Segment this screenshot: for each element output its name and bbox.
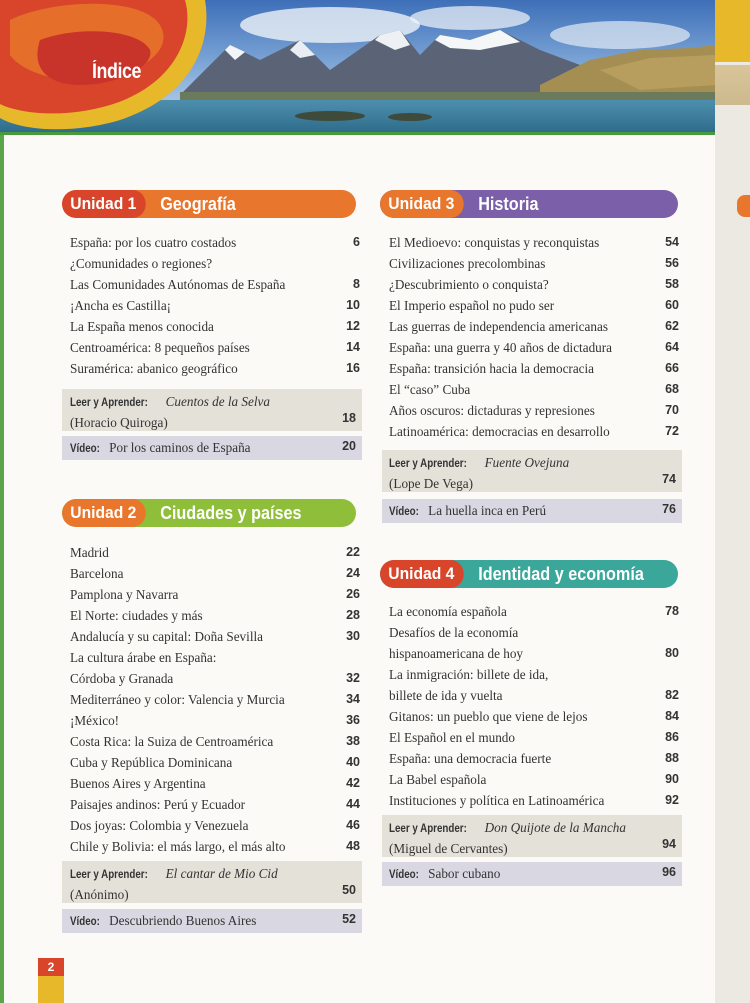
toc-row[interactable]: Instituciones y política en Latinoamérica 92: [389, 793, 679, 808]
leer-page: 18: [342, 411, 356, 425]
toc-row[interactable]: España: por los cuatro costados 6: [70, 235, 360, 250]
toc-row[interactable]: ¡México! 36: [70, 713, 360, 728]
toc-row[interactable]: Costa Rica: la Suiza de Centroamérica 38: [70, 734, 360, 749]
leer-title: Cuentos de la Selva: [165, 394, 270, 409]
toc-row[interactable]: El “caso” Cuba 68: [389, 382, 679, 397]
leer-author: (Miguel de Cervantes): [389, 841, 508, 856]
toc-row[interactable]: El Norte: ciudades y más 28: [70, 608, 360, 623]
unit-3-leer-box[interactable]: [382, 450, 682, 492]
leer-page: 50: [342, 883, 356, 897]
unit-3-header: [380, 190, 678, 218]
toc-row[interactable]: La Babel española 90: [389, 772, 679, 787]
unit-4-leer-box[interactable]: [382, 815, 682, 857]
unit-3-number: Unidad 3: [380, 190, 464, 218]
video-title: La huella inca en Perú: [428, 503, 547, 518]
leer-title: Don Quijote de la Mancha: [484, 820, 626, 835]
video-title: Sabor cubano: [428, 866, 501, 881]
toc-row[interactable]: Gitanos: un pueblo que viene de lejos 84: [389, 709, 679, 724]
unit-4-number: Unidad 4: [380, 560, 464, 588]
toc-row[interactable]: Cuba y República Dominicana 40: [70, 755, 360, 770]
leer-keyword: Leer y Aprender:: [389, 823, 467, 835]
left-stripe: [0, 135, 4, 1003]
toc-row[interactable]: Buenos Aires y Argentina 42: [70, 776, 360, 791]
toc-row[interactable]: Las Comunidades Autónomas de España 8: [70, 277, 360, 292]
toc-row[interactable]: Latinoamérica: democracias en desarrollo 72: [389, 424, 679, 439]
video-keyword: Vídeo:: [389, 869, 419, 881]
toc-row[interactable]: España: una guerra y 40 años de dictadura 64: [389, 340, 679, 355]
toc-row[interactable]: ¿Descubrimiento o conquista? 58: [389, 277, 679, 292]
toc-row[interactable]: Desafíos de la economía hispanoamericana de hoy 80: [389, 625, 679, 661]
toc-row[interactable]: La economía española 78: [389, 604, 679, 619]
video-title: Descubriendo Buenos Aires: [109, 913, 257, 928]
video-keyword: Vídeo:: [389, 506, 419, 518]
toc-row[interactable]: Barcelona 24: [70, 566, 360, 581]
unit-2-video-box[interactable]: [62, 909, 362, 933]
facing-page-yellow-strip: [715, 0, 750, 62]
leer-page: 94: [662, 837, 676, 851]
toc-row[interactable]: El Español en el mundo 86: [389, 730, 679, 745]
video-title: Por los caminos de España: [109, 440, 251, 455]
toc-row[interactable]: Civilizaciones precolombinas 56: [389, 256, 679, 271]
facing-page-edge: [715, 0, 750, 1003]
unit-4-video-box[interactable]: [382, 862, 682, 886]
video-keyword: Vídeo:: [70, 443, 100, 455]
video-page: 76: [662, 502, 676, 516]
unit-3-name: Historia: [477, 193, 539, 214]
toc-row[interactable]: La cultura árabe en España: Córdoba y Granada 32: [70, 650, 360, 686]
leer-title: El cantar de Mio Cid: [165, 866, 278, 881]
toc-row[interactable]: Centroamérica: 8 pequeños países 14: [70, 340, 360, 355]
unit-1-header: [62, 190, 356, 218]
toc-row[interactable]: La España menos conocida 12: [70, 319, 360, 334]
unit-3-video-box[interactable]: [382, 499, 682, 523]
leer-author: (Lope De Vega): [389, 476, 473, 491]
unit-4-header: [380, 560, 678, 588]
leer-page: 74: [662, 472, 676, 486]
toc-row[interactable]: Años oscuros: dictaduras y represiones 70: [389, 403, 679, 418]
video-keyword: Vídeo:: [70, 916, 100, 928]
unit-2-list: [70, 542, 360, 857]
toc-row[interactable]: Chile y Bolivia: el más largo, el más alto 48: [70, 839, 360, 854]
unit-2-number: Unidad 2: [62, 499, 146, 527]
video-page: 52: [342, 912, 356, 926]
toc-row[interactable]: ¿Comunidades o regiones?: [70, 256, 213, 271]
unit-4-name: Identidad y economía: [477, 563, 644, 584]
toc-row[interactable]: España: transición hacia la democracia 66: [389, 361, 679, 376]
toc-row[interactable]: Paisajes andinos: Perú y Ecuador 44: [70, 797, 360, 812]
unit-1-video-box[interactable]: [62, 436, 362, 460]
banner-underline: [0, 132, 715, 135]
leer-keyword: Leer y Aprender:: [70, 397, 148, 409]
unit-1-leer-box[interactable]: [62, 389, 362, 431]
toc-row[interactable]: España: una democracia fuerte 88: [389, 751, 679, 766]
toc-row[interactable]: ¡Ancha es Castilla¡ 10: [70, 298, 360, 313]
unit-3-list: [389, 232, 679, 442]
unit-4-list: [389, 601, 679, 811]
unit-1-list: [70, 232, 360, 379]
toc-row[interactable]: Andalucía y su capital: Doña Sevilla 30: [70, 629, 360, 644]
leer-keyword: Leer y Aprender:: [389, 458, 467, 470]
unit-1-number: Unidad 1: [62, 190, 146, 218]
page-title: Índice: [92, 60, 142, 83]
leer-title: Fuente Ovejuna: [484, 455, 570, 470]
toc-row[interactable]: Suramérica: abanico geográfico 16: [70, 361, 360, 376]
page-number: 2: [38, 958, 64, 976]
leer-author: (Horacio Quiroga): [70, 415, 168, 430]
unit-2-name: Ciudades y países: [159, 502, 302, 523]
toc-row[interactable]: El Imperio español no pudo ser 60: [389, 298, 679, 313]
toc-row[interactable]: Pamplona y Navarra 26: [70, 587, 360, 602]
toc-row[interactable]: La inmigración: billete de ida, billete de ida y vuelta 82: [389, 667, 679, 703]
facing-page-orange-tab: [737, 195, 750, 217]
leer-author: (Anónimo): [70, 887, 129, 902]
unit-2-header: [62, 499, 356, 527]
unit-1-name: Geografía: [159, 193, 236, 214]
video-page: 96: [662, 865, 676, 879]
toc-row[interactable]: Las guerras de independencia americanas 62: [389, 319, 679, 334]
page-number-tab: [38, 958, 64, 1003]
toc-row[interactable]: Mediterráneo y color: Valencia y Murcia 34: [70, 692, 360, 707]
video-page: 20: [342, 439, 356, 453]
toc-row[interactable]: Dos joyas: Colombia y Venezuela 46: [70, 818, 360, 833]
facing-page-photo-strip: [715, 65, 750, 105]
unit-2-leer-box[interactable]: [62, 861, 362, 903]
toc-row[interactable]: Madrid 22: [70, 545, 360, 560]
toc-row[interactable]: El Medioevo: conquistas y reconquistas 54: [389, 235, 679, 250]
leer-keyword: Leer y Aprender:: [70, 869, 148, 881]
